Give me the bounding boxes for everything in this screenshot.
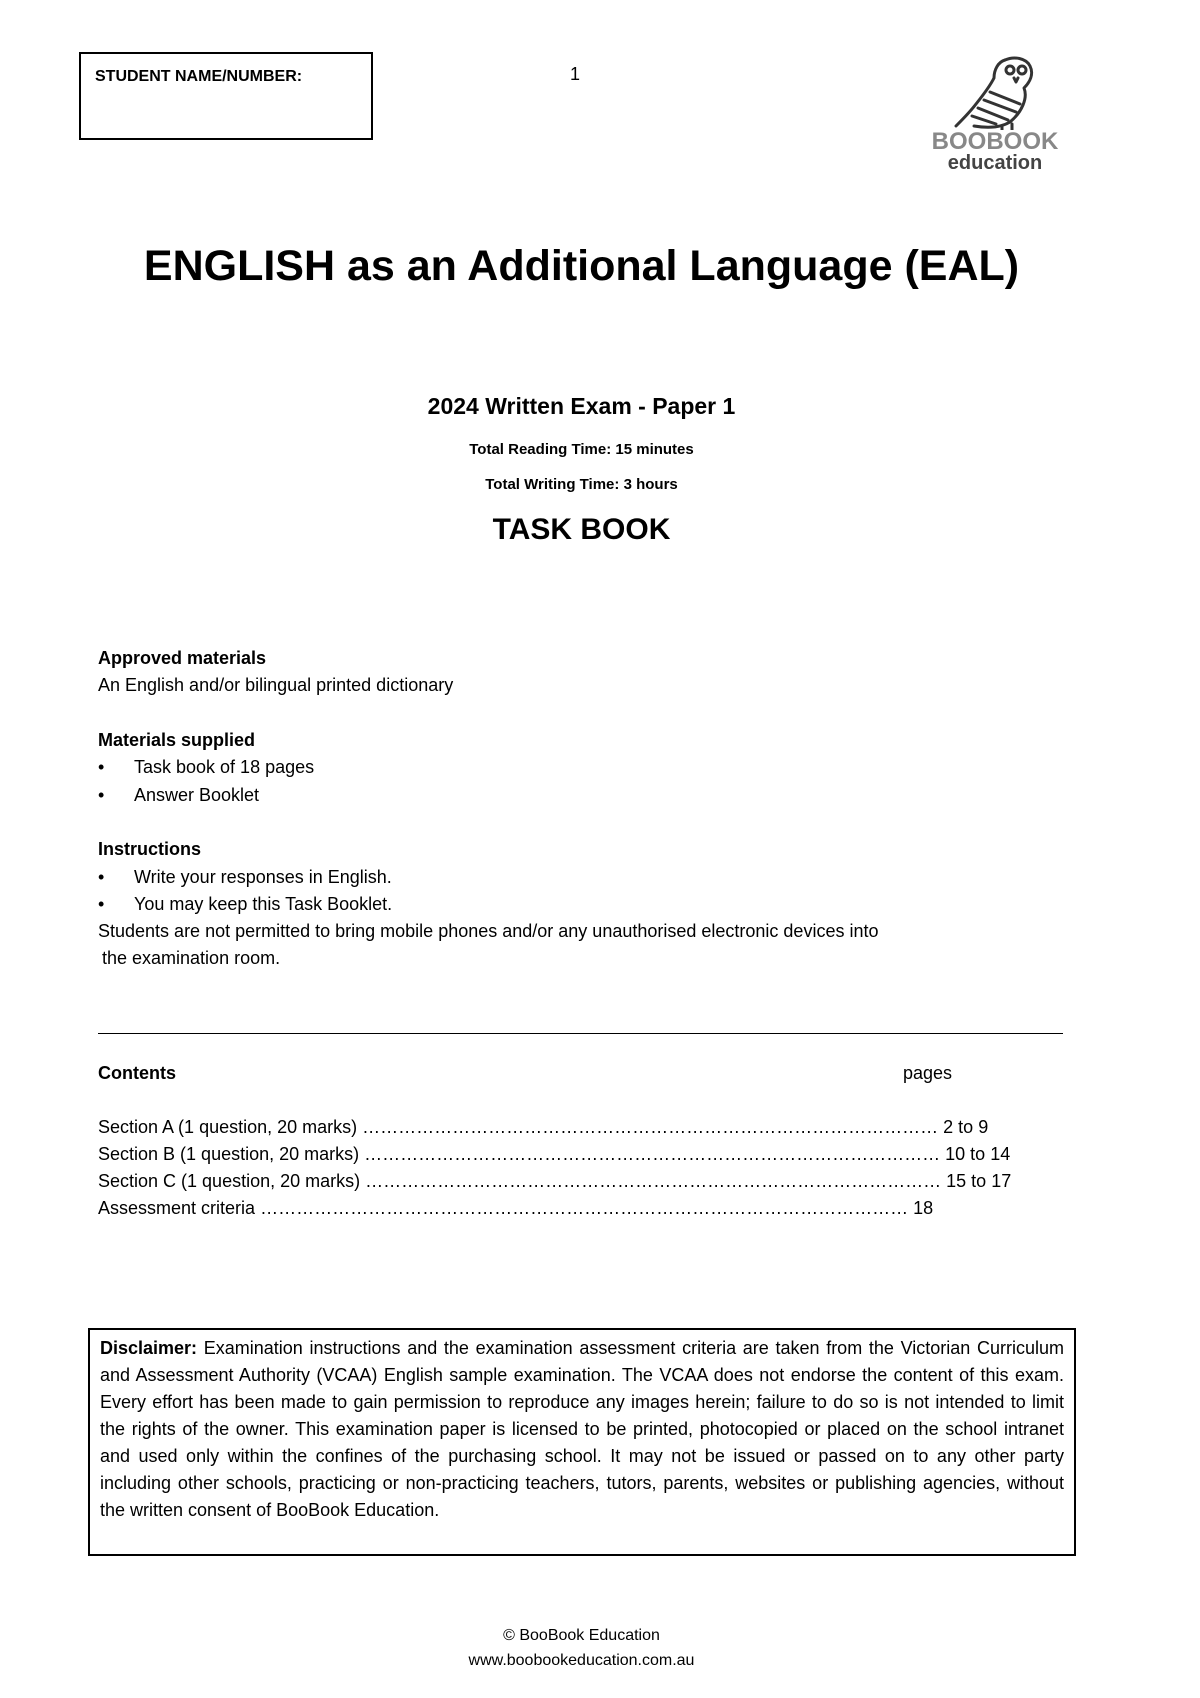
reading-time: Total Reading Time: 15 minutes [469,441,694,458]
instructions-note-line1: Students are not permitted to bring mobile phones and/or any unauthorised electronic devices into [98,921,879,941]
toc-leader: …………………………………………………………………………………… [365,1171,942,1191]
toc-row [98,1117,988,1138]
exam-title: ENGLISH as an Additional Language (EAL) [143,242,1020,290]
footer-copyright: © BooBook Education [503,1627,660,1644]
owl-icon [950,52,1050,130]
toc-label: Assessment criteria [98,1198,256,1218]
toc-label: Section A (1 question, 20 marks) [98,1117,358,1137]
approved-materials-text: An English and/or bilingual printed dictionary [98,675,454,695]
logo-word-boobook: BOOBOOK [931,128,1059,155]
toc-pages: 15 to 17 [946,1171,1012,1191]
page-number: 1 [570,64,581,84]
toc-label: Section B (1 question, 20 marks) [98,1144,360,1164]
toc-pages: 10 to 14 [945,1144,1011,1164]
disclaimer-label: Disclaimer: [100,1338,198,1358]
contents-pages-label: pages [903,1063,953,1083]
toc-row [98,1144,1010,1165]
toc-leader: …………………………………………………………………………………… [364,1144,941,1164]
toc-row [98,1171,1011,1192]
disclaimer-box [88,1328,1076,1556]
toc-label: Section C (1 question, 20 marks) [98,1171,361,1191]
disclaimer-text: Examination instructions and the examination assessment criteria are taken from the Victorian Curriculum and Assessment Authority (VCAA) English sample examination. The VCAA does not endorse the content of this exam. Every effort has been made to gain permission to reproduce any images herein; failure to do so is not intended to limit the rights of the owner. This examination paper is licensed to be printed, photocopied or placed on the school intranet and used only within the confines of the purchasing school. It may not be issued or passed on to any other party including other schools, practicing or non-practicing teachers, tutors, parents, websites or publishing agencies, without the written consent of BooBook Education. [100,1338,1064,1520]
toc-leader: ……………………………………………………………………………………………… [260,1198,909,1218]
bullet-icon: • [98,757,105,777]
toc-pages: 2 to 9 [943,1117,989,1137]
toc-pages: 18 [913,1198,934,1218]
toc-leader: …………………………………………………………………………………… [362,1117,944,1137]
exam-subtitle: 2024 Written Exam - Paper 1 [427,393,736,419]
student-name-label: STUDENT NAME/NUMBER: [95,68,303,85]
approved-materials-heading: Approved materials [98,648,267,668]
footer-url[interactable]: www.boobookeducation.com.au [468,1652,695,1669]
writing-time: Total Writing Time: 3 hours [485,476,678,493]
logo-word-education: education [947,152,1043,174]
instructions-note-line2: the examination room. [102,948,281,968]
bullet-icon: • [98,894,105,914]
materials-supplied-heading: Materials supplied [98,730,256,750]
book-type-heading: TASK BOOK [492,513,671,546]
bullet-icon: • [98,867,105,887]
divider [98,1033,1063,1034]
student-name-box[interactable] [79,52,373,140]
toc-row [98,1198,933,1219]
boobook-logo [920,52,1080,177]
bullet-icon: • [98,785,105,805]
instructions-heading: Instructions [98,839,202,859]
contents-heading: Contents [98,1063,176,1083]
